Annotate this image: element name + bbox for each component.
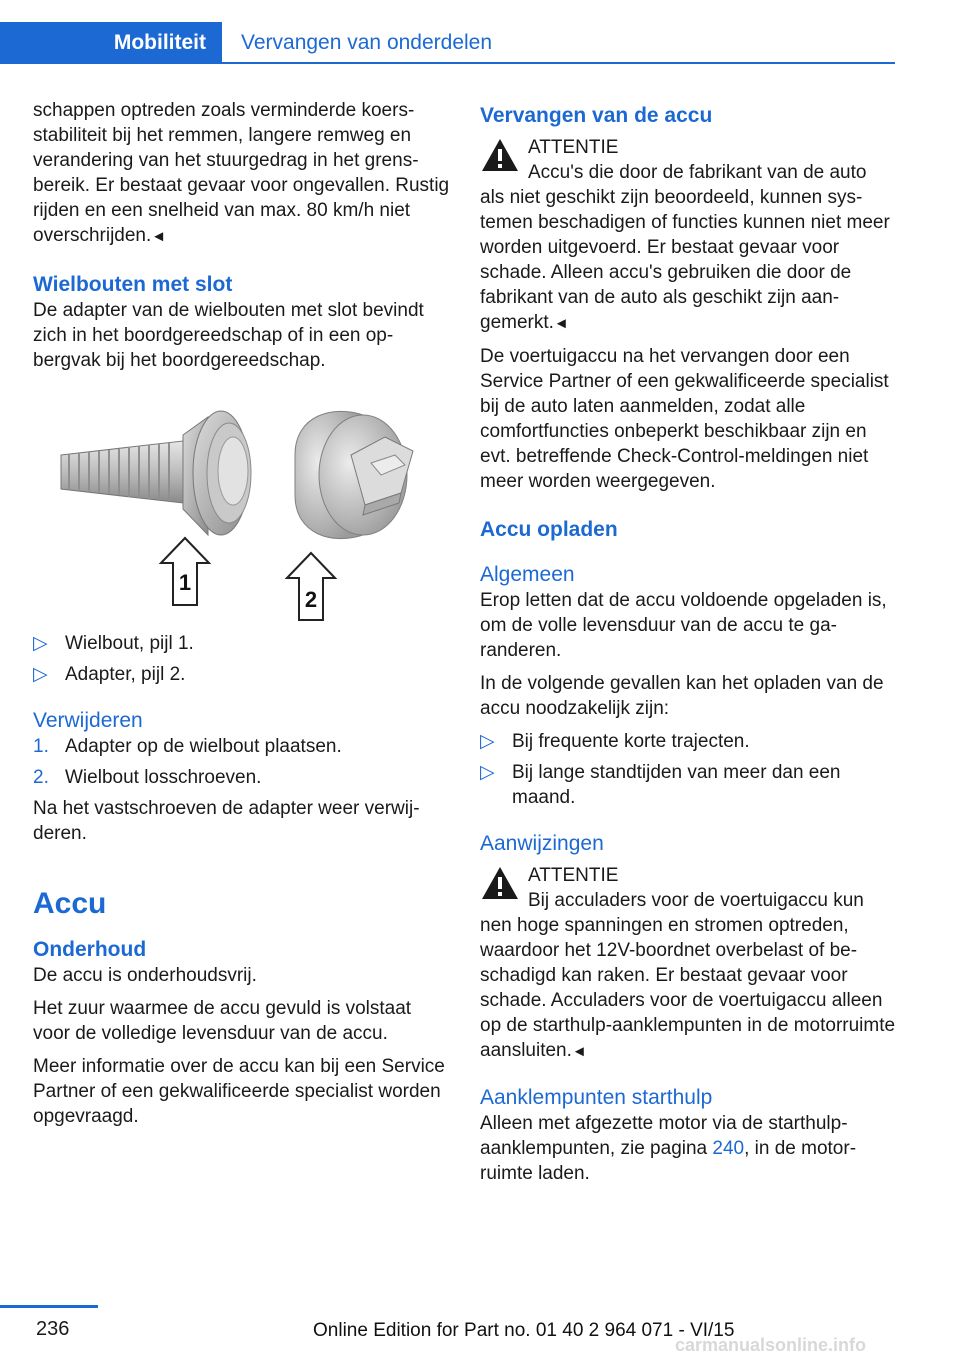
warning-block: [480, 135, 898, 185]
warning-title: ATTENTIE: [528, 137, 619, 158]
edition-text: Online Edition for Part no. 01 40 2 964 071 - VI/15: [313, 1320, 735, 1341]
wheel-bolt-illustration: [33, 385, 451, 625]
bolt-thread: [61, 441, 183, 503]
page-number: 236: [36, 1318, 70, 1340]
page-header: [0, 22, 895, 64]
wheel-bolt-figure: [33, 385, 451, 625]
charging-cases-list: [480, 729, 898, 810]
end-marker: ◄: [151, 228, 167, 245]
arrow-label-1: 1: [178, 570, 192, 595]
warning-text: nen hoge spanningen en stromen optreden, waardoor het 12V-boordnet overbelast of beschadigd kan raken. Er bestaat gevaar voor schade. Acculaders voor de voertuigaccu alleen op de starthulp-aanklempunten in de motorruimte aansluiten.◄: [480, 915, 896, 1061]
wielbouten-paragraph: De adapter van de wielbouten met slot bevindt zich in het boordgereedschap of in een opbergvak bij het boordgereedschap.: [33, 300, 424, 371]
footer-rule: [0, 1305, 98, 1308]
warning-first-line: Accu's die door de fabrikant van de auto: [528, 162, 867, 183]
heading-onderhoud: Onderhoud: [33, 938, 147, 961]
warning-triangle-icon: [480, 865, 520, 901]
list-item: ▷ Bij frequente korte trajecten.: [480, 731, 750, 752]
list-item: 1. Adapter op de wielbout plaatsen.: [33, 736, 342, 757]
section-title: Vervangen van onderdelen: [241, 31, 493, 54]
intro-paragraph: schappen optreden zoals verminderde koersstabiliteit bij het remmen, langere remweg en verandering van het stuurgedrag in het grensbereik. Er bestaat gevaar voor ongevallen. Rustig rijden en een snelheid van max. 80 km/h niet overschrijden.◄: [33, 100, 450, 246]
bullet-icon: ▷: [33, 633, 48, 654]
heading-aanwijzingen: Aanwijzingen: [480, 832, 604, 855]
algemeen-paragraph-1: Erop letten dat de accu voldoende opgeladen is, om de volle levensduur van de accu te garanderen.: [480, 590, 887, 661]
warning-block: [480, 863, 898, 913]
figure-legend: [33, 631, 451, 687]
warning-triangle-icon: [480, 137, 520, 173]
list-item: ▷ Wielbout, pijl 1.: [33, 633, 194, 654]
vervangen-paragraph: De voertuigaccu na het vervangen door een Service Partner of een gekwalificeerde specialist bij de auto laten aanmelden, zodat alle comfortfuncties onbeperkt beschikbaar zijn en evt. betreffende Check-Control-meldingen niet meer worden weergegeven.: [480, 346, 889, 492]
watermark: carmanualsonline.info: [675, 1335, 867, 1355]
heading-accu: Accu: [33, 887, 107, 920]
arrow-label-2: 2: [304, 587, 318, 612]
steps-list: [33, 734, 451, 790]
right-column: [480, 98, 898, 1194]
verwijderen-paragraph: Na het vastschroeven de adapter weer verwijderen.: [33, 798, 420, 844]
chapter-tab: Mobiliteit: [0, 22, 222, 62]
onderhoud-paragraph-2: Het zuur waarmee de accu gevuld is volstaat voor de volledige levensduur van de accu.: [33, 998, 412, 1044]
heading-opladen: Accu opladen: [480, 518, 618, 541]
onderhoud-paragraph-1: De accu is onderhoudsvrij.: [33, 965, 257, 986]
heading-vervangen: Vervangen van de accu: [480, 104, 713, 127]
heading-aanklempunten: Aanklempunten starthulp: [480, 1086, 713, 1109]
aanklem-paragraph: Alleen met afgezette motor via de starthulpaanklempunten, zie pagina 240, in de motorruimte laden.: [480, 1113, 857, 1184]
onderhoud-paragraph-3: Meer informatie over de accu kan bij een Service Partner of een gekwalificeerde specialist worden opgevraagd.: [33, 1056, 445, 1127]
end-marker: ◄: [553, 315, 569, 332]
page-link[interactable]: 240: [712, 1138, 745, 1159]
heading-wielbouten: Wielbouten met slot: [33, 273, 233, 296]
heading-verwijderen: Verwijderen: [33, 709, 143, 732]
list-item: ▷ Bij lange standtijden van meer dan een maand.: [480, 762, 841, 808]
list-item: 2. Wielbout losschroeven.: [33, 767, 262, 788]
warning-text: als niet geschikt zijn beoordeeld, kunnen systemen beschadigen of functies kunnen niet meer worden uitgevoerd. Er bestaat gevaar voor schade. Alleen accu's gebruiken die door de fabrikant van de auto als geschikt zijn aangemerkt.◄: [480, 187, 890, 333]
warning-title: ATTENTIE: [528, 865, 619, 886]
bullet-icon: ▷: [480, 762, 495, 783]
end-marker: ◄: [571, 1043, 587, 1060]
heading-algemeen: Algemeen: [480, 563, 575, 586]
left-column: [33, 98, 451, 1137]
algemeen-paragraph-2: In de volgende gevallen kan het opladen van de accu noodzakelijk zijn:: [480, 673, 884, 719]
bullet-icon: ▷: [33, 664, 48, 685]
bullet-icon: ▷: [480, 731, 495, 752]
list-item: ▷ Adapter, pijl 2.: [33, 664, 186, 685]
warning-first-line: Bij acculaders voor de voertuigaccu kun: [528, 890, 864, 911]
